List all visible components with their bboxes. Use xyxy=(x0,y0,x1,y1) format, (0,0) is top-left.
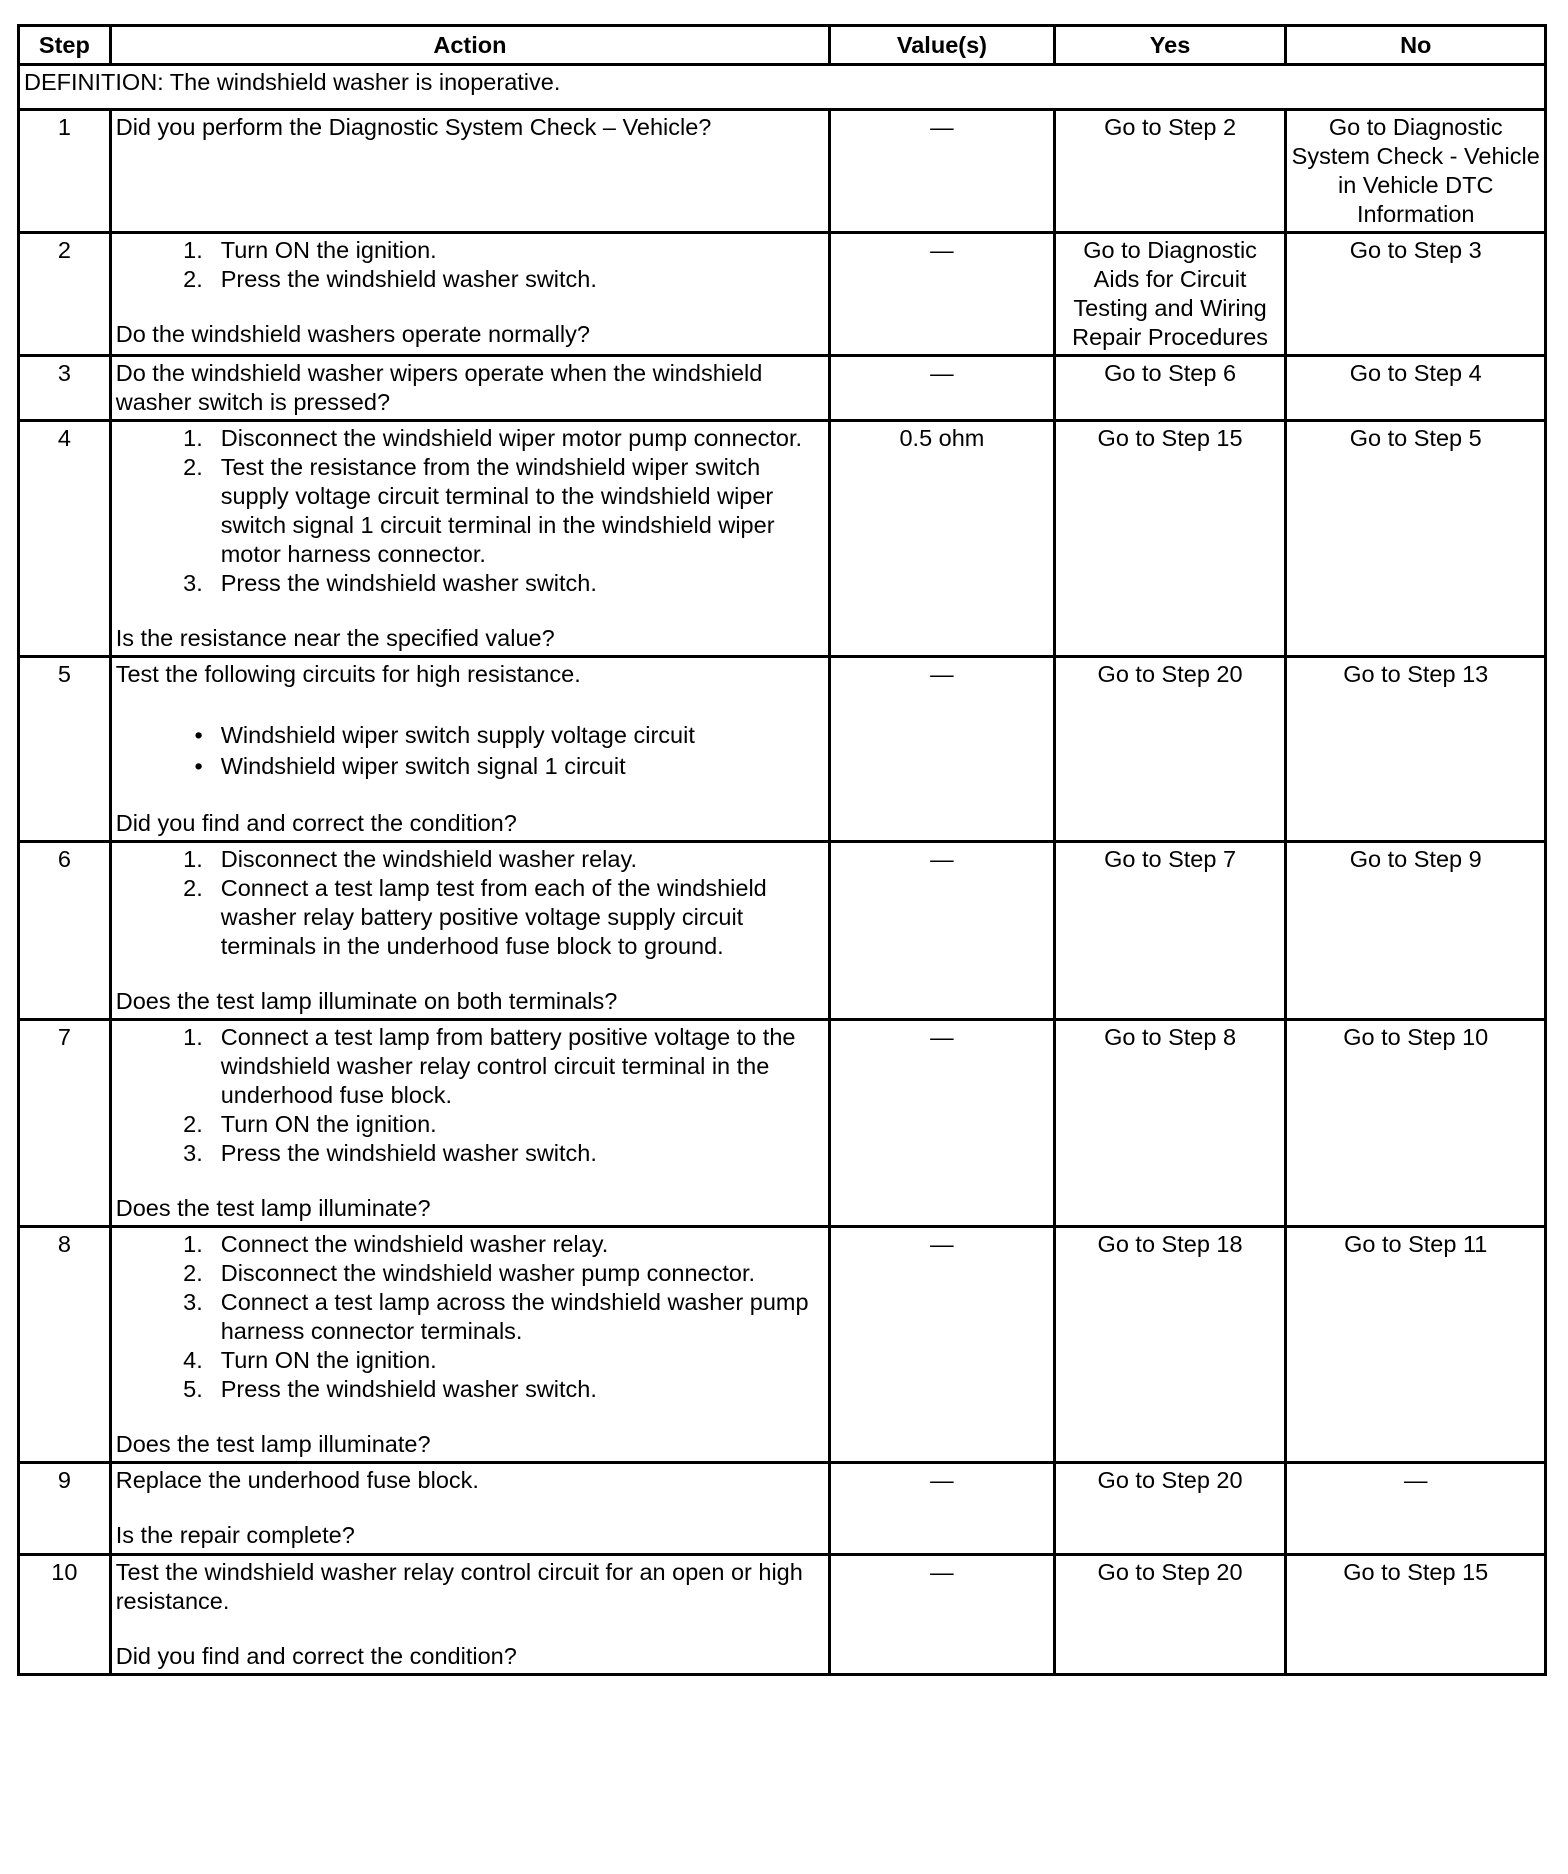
list-item: 4. Turn ON the ignition. xyxy=(183,1347,437,1373)
list-item: 2. Connect a test lamp test from each of the windshield washer relay battery positive voltage supply circuit terminals in the underhood fuse block to ground. xyxy=(183,875,767,959)
list-item: • Windshield wiper switch signal 1 circuit xyxy=(194,753,626,779)
table-row xyxy=(19,1020,1546,1227)
yes-cell: Go to Step 2 xyxy=(1054,110,1286,233)
no-cell: Go to Step 5 xyxy=(1286,421,1546,657)
step-number: 7 xyxy=(19,1020,111,1227)
value-cell: 0.5 ohm xyxy=(830,421,1055,657)
step-number: 2 xyxy=(19,233,111,356)
table-row xyxy=(19,657,1546,842)
list-item: • Windshield wiper switch supply voltage circuit xyxy=(194,722,695,748)
action-cell xyxy=(110,1555,829,1675)
step-number: 3 xyxy=(19,356,111,421)
no-cell: Go to Step 15 xyxy=(1286,1555,1546,1675)
action-cell xyxy=(110,1463,829,1555)
action-steps xyxy=(116,1230,824,1404)
step-number: 6 xyxy=(19,842,111,1020)
no-cell: Go to Step 10 xyxy=(1286,1020,1546,1227)
no-cell: Go to Step 3 xyxy=(1286,233,1546,356)
value-cell: — xyxy=(830,1463,1055,1555)
no-cell: Go to Step 11 xyxy=(1286,1227,1546,1463)
list-item: 5. Press the windshield washer switch. xyxy=(183,1376,597,1402)
value-cell: — xyxy=(830,1555,1055,1675)
action-question: Did you find and correct the condition? xyxy=(115,1643,517,1669)
action-question: Does the test lamp illuminate on both terminals? xyxy=(115,988,618,1014)
list-item: 2. Turn ON the ignition. xyxy=(183,1111,437,1137)
action-cell xyxy=(110,842,829,1020)
list-item: 1. Turn ON the ignition. xyxy=(183,237,437,263)
value-cell: — xyxy=(830,1227,1055,1463)
no-cell: — xyxy=(1286,1463,1546,1555)
table-row xyxy=(19,110,1546,233)
table-row xyxy=(19,842,1546,1020)
header-no: No xyxy=(1286,26,1546,65)
header-action: Action xyxy=(110,26,829,65)
step-number: 1 xyxy=(19,110,111,233)
action-intro: Test the windshield washer relay control circuit for an open or high resistance. xyxy=(115,1559,803,1614)
action-cell xyxy=(110,657,829,842)
action-steps xyxy=(116,424,824,598)
action-cell xyxy=(110,356,829,421)
no-cell: Go to Step 13 xyxy=(1286,657,1546,842)
action-cell xyxy=(110,1020,829,1227)
no-cell: Go to Step 9 xyxy=(1286,842,1546,1020)
table-row xyxy=(19,1227,1546,1463)
yes-cell: Go to Step 15 xyxy=(1054,421,1286,657)
step-number: 10 xyxy=(19,1555,111,1675)
action-question: Is the repair complete? xyxy=(115,1522,355,1548)
action-intro: Do the windshield washer wipers operate when the windshield washer switch is pressed? xyxy=(115,360,763,415)
value-cell: — xyxy=(830,110,1055,233)
table-row xyxy=(19,356,1546,421)
step-number: 8 xyxy=(19,1227,111,1463)
table-row xyxy=(19,1463,1546,1555)
no-cell: Go to Diagnostic System Check - Vehicle in Vehicle DTC Information xyxy=(1286,110,1546,233)
yes-cell: Go to Step 20 xyxy=(1054,657,1286,842)
list-item: 3. Press the windshield washer switch. xyxy=(183,1140,597,1166)
action-intro: Did you perform the Diagnostic System Check – Vehicle? xyxy=(115,114,712,140)
action-steps xyxy=(116,845,824,961)
action-intro: Test the following circuits for high resistance. xyxy=(115,661,581,687)
list-item: 1. Disconnect the windshield washer relay. xyxy=(183,846,637,872)
no-cell: Go to Step 4 xyxy=(1286,356,1546,421)
yes-cell: Go to Step 20 xyxy=(1054,1555,1286,1675)
step-number: 4 xyxy=(19,421,111,657)
list-item: 1. Connect the windshield washer relay. xyxy=(183,1231,609,1257)
header-row xyxy=(19,26,1546,65)
value-cell: — xyxy=(830,1020,1055,1227)
definition-text: DEFINITION: The windshield washer is inoperative. xyxy=(19,65,1546,110)
list-item: 1. Connect a test lamp from battery positive voltage to the windshield washer relay control circuit terminal in the underhood fuse block. xyxy=(183,1024,796,1108)
action-cell xyxy=(110,233,829,356)
yes-cell: Go to Step 20 xyxy=(1054,1463,1286,1555)
table-row xyxy=(19,421,1546,657)
list-item: 2. Press the windshield washer switch. xyxy=(183,266,597,292)
header-values: Value(s) xyxy=(830,26,1055,65)
action-intro: Replace the underhood fuse block. xyxy=(115,1467,479,1493)
list-item: 2. Test the resistance from the windshield wiper switch supply voltage circuit terminal to the windshield wiper switch signal 1 circuit terminal in the windshield wiper motor harness connector. xyxy=(183,454,775,567)
list-item: 1. Disconnect the windshield wiper motor pump connector. xyxy=(183,425,803,451)
step-number: 5 xyxy=(19,657,111,842)
list-item: 2. Disconnect the windshield washer pump connector. xyxy=(183,1260,756,1286)
list-item: 3. Connect a test lamp across the windshield washer pump harness connector terminals. xyxy=(183,1289,809,1344)
circuit-list xyxy=(116,721,824,781)
header-yes: Yes xyxy=(1054,26,1286,65)
action-steps xyxy=(116,1023,824,1168)
value-cell: — xyxy=(830,233,1055,356)
header-step: Step xyxy=(19,26,111,65)
step-number: 9 xyxy=(19,1463,111,1555)
action-steps xyxy=(116,236,824,294)
list-item: 3. Press the windshield washer switch. xyxy=(183,570,597,596)
definition-row xyxy=(19,65,1546,110)
action-cell xyxy=(110,421,829,657)
yes-cell: Go to Step 18 xyxy=(1054,1227,1286,1463)
yes-cell: Go to Diagnostic Aids for Circuit Testing and Wiring Repair Procedures xyxy=(1054,233,1286,356)
diagnostic-table xyxy=(17,24,1547,1676)
value-cell: — xyxy=(830,657,1055,842)
yes-cell: Go to Step 8 xyxy=(1054,1020,1286,1227)
action-question: Does the test lamp illuminate? xyxy=(115,1195,431,1221)
action-cell xyxy=(110,110,829,233)
yes-cell: Go to Step 6 xyxy=(1054,356,1286,421)
action-question: Is the resistance near the specified value? xyxy=(115,625,555,651)
table-row xyxy=(19,1555,1546,1675)
action-question: Does the test lamp illuminate? xyxy=(115,1431,431,1457)
action-question: Did you find and correct the condition? xyxy=(115,810,517,836)
action-cell xyxy=(110,1227,829,1463)
value-cell: — xyxy=(830,842,1055,1020)
yes-cell: Go to Step 7 xyxy=(1054,842,1286,1020)
value-cell: — xyxy=(830,356,1055,421)
action-question: Do the windshield washers operate normally? xyxy=(115,321,590,347)
table-row xyxy=(19,233,1546,356)
